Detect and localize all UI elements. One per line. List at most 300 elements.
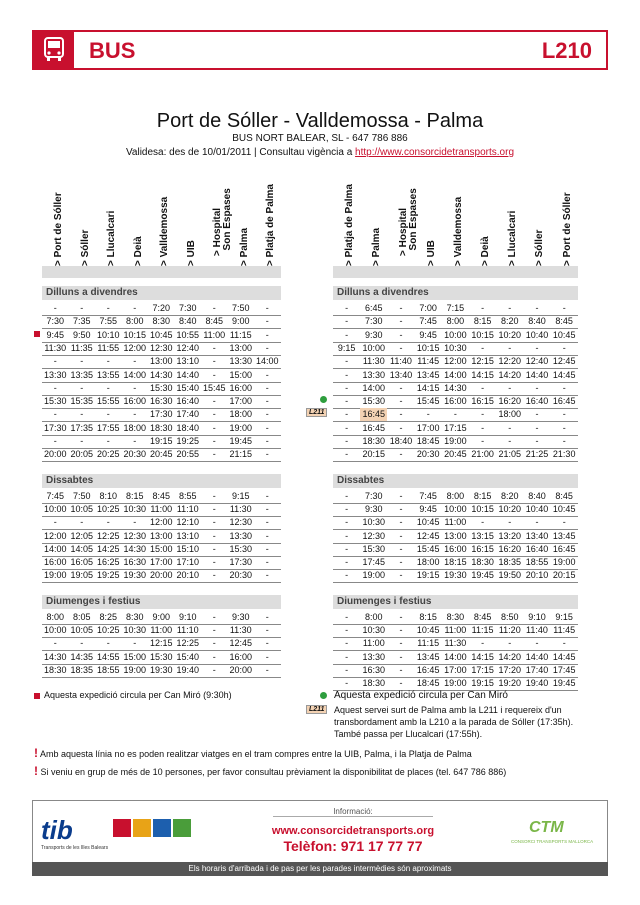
- time-cell: -: [106, 517, 110, 528]
- time-cell: 8:40: [178, 316, 197, 327]
- time-cell: -: [265, 303, 269, 313]
- time-cell: -: [345, 625, 349, 635]
- time-cell: -: [212, 557, 216, 568]
- time-cell: 16:00: [444, 543, 467, 554]
- warning-icon: !: [34, 746, 38, 760]
- time-cell: 21:00: [471, 449, 494, 460]
- time-cell: 18:45: [416, 678, 440, 689]
- time-cell: -: [399, 664, 403, 675]
- time-cell: 16:30: [123, 557, 147, 568]
- time-cell: -: [426, 409, 430, 420]
- time-cell: 18:00: [123, 422, 147, 433]
- time-cell: -: [212, 530, 216, 541]
- time-cell: -: [562, 517, 566, 528]
- footer-url[interactable]: www.consorcidetransports.org: [271, 825, 435, 837]
- stop-name: [130, 182, 150, 278]
- stop-label: > Port de Sóller: [561, 192, 573, 266]
- time-cell: 11:30: [229, 503, 252, 514]
- time-cell: -: [399, 342, 403, 353]
- timetable-row: [42, 395, 281, 409]
- time-cell: -: [345, 396, 349, 407]
- time-cell: 12:40: [525, 356, 549, 367]
- time-cell: -: [399, 543, 403, 554]
- timetable-row: [42, 611, 281, 625]
- time-cell: 16:30: [362, 664, 386, 675]
- stop-label: > Llucalcari: [507, 210, 519, 266]
- section-header: Dilluns a divendres: [333, 286, 578, 300]
- stop-name: [341, 182, 361, 278]
- time-cell: -: [345, 316, 349, 327]
- time-cell: -: [53, 517, 57, 528]
- time-cell: 10:40: [525, 329, 549, 340]
- timetable-row: [333, 556, 578, 570]
- time-cell: 15:35: [70, 396, 94, 407]
- warning-1: [34, 746, 472, 760]
- time-cell: 17:20: [498, 664, 522, 675]
- time-cell: 18:30: [362, 436, 386, 446]
- time-cell: -: [562, 638, 566, 649]
- stop-name: [50, 182, 70, 278]
- time-cell: 14:40: [525, 651, 549, 662]
- time-cell: -: [53, 638, 57, 649]
- time-cell: 19:15: [149, 436, 173, 446]
- stop-label: > Palma: [238, 227, 250, 266]
- time-cell: 12:45: [229, 638, 253, 649]
- time-cell: 13:20: [498, 530, 522, 541]
- time-cell: -: [562, 303, 566, 313]
- time-cell: 15:30: [43, 396, 67, 407]
- time-cell: 16:45: [362, 422, 386, 433]
- time-cell: 7:35: [72, 316, 91, 327]
- stop-label: > Port de Sóller: [53, 192, 64, 266]
- time-cell: 17:40: [176, 409, 200, 420]
- time-cell: 15:45: [202, 382, 226, 393]
- time-cell: 10:00: [43, 503, 67, 514]
- time-cell: 9:00: [152, 611, 171, 622]
- time-cell: 13:40: [525, 530, 549, 541]
- timetable-row: [333, 382, 578, 396]
- time-cell: 13:15: [471, 530, 494, 541]
- time-cell: 16:00: [444, 396, 467, 407]
- section-header: Diumenges i festius: [333, 595, 578, 609]
- timetable-row: [42, 664, 281, 678]
- time-cell: 8:00: [125, 316, 144, 327]
- stop-name: [368, 182, 388, 278]
- time-cell: 9:10: [528, 611, 546, 622]
- time-cell: 18:55: [96, 664, 120, 675]
- time-cell: -: [345, 382, 349, 393]
- time-cell: 10:45: [416, 625, 440, 635]
- warning-2-text: Si veniu en grup de més de 10 persones, per favor consultau prèviament la disponibilitat de places (tel. 647 786 886): [40, 767, 507, 777]
- time-cell: 9:30: [365, 329, 383, 340]
- time-cell: 8:05: [72, 611, 91, 622]
- time-cell: 17:00: [444, 664, 467, 675]
- time-cell: -: [535, 638, 539, 649]
- time-cell: -: [399, 382, 403, 393]
- time-cell: -: [265, 543, 269, 554]
- time-cell: -: [535, 409, 539, 420]
- time-cell: -: [80, 409, 84, 420]
- time-cell: 17:30: [229, 557, 253, 568]
- time-cell: 20:00: [149, 570, 173, 581]
- time-cell: 13:10: [176, 356, 200, 367]
- time-cell: 19:45: [471, 570, 494, 581]
- timetable-row: [42, 556, 281, 570]
- stop-label: > Palma: [371, 227, 383, 266]
- time-cell: 20:45: [149, 449, 173, 460]
- time-cell: -: [106, 409, 110, 420]
- metro-icon: [153, 819, 171, 837]
- time-cell: -: [80, 303, 84, 313]
- time-cell: -: [535, 303, 539, 313]
- time-cell: -: [481, 436, 485, 446]
- time-cell: -: [265, 625, 269, 635]
- time-cell: 15:30: [149, 651, 173, 662]
- time-cell: 16:25: [96, 557, 120, 568]
- stop-label: > UIB: [185, 240, 197, 266]
- time-cell: 7:30: [365, 316, 383, 327]
- time-cell: -: [265, 449, 269, 460]
- time-cell: 17:55: [96, 422, 120, 433]
- warning-icon: !: [34, 764, 38, 778]
- stop-name: [559, 182, 579, 278]
- time-cell: 16:20: [498, 543, 522, 554]
- time-cell: 14:15: [471, 369, 494, 380]
- time-cell: 14:30: [149, 369, 173, 380]
- time-cell: 9:30: [231, 611, 250, 622]
- time-cell: -: [212, 611, 216, 622]
- time-cell: 15:00: [229, 369, 253, 380]
- time-cell: 13:45: [416, 369, 440, 380]
- time-cell: 8:30: [446, 611, 465, 622]
- time-cell: -: [399, 449, 403, 460]
- timetable-row: [42, 503, 281, 517]
- section-header: Dissabtes: [42, 474, 281, 488]
- time-cell: -: [212, 625, 216, 635]
- time-cell: 12:15: [471, 356, 494, 367]
- time-cell: 13:55: [96, 369, 120, 380]
- time-cell: 19:45: [229, 436, 253, 446]
- time-cell: -: [399, 329, 403, 340]
- time-cell: -: [481, 342, 485, 353]
- time-cell: 13:00: [444, 530, 467, 541]
- time-cell: 12:10: [176, 517, 200, 528]
- route-title: Port de Sóller - Valldemossa - Palma: [156, 110, 484, 132]
- time-cell: 18:00: [229, 409, 253, 420]
- time-cell: 16:40: [525, 396, 549, 407]
- time-cell: 12:45: [416, 530, 440, 541]
- time-cell: 10:15: [471, 503, 494, 514]
- time-cell: 16:40: [176, 396, 200, 407]
- time-cell: 8:45: [555, 316, 573, 327]
- time-cell: -: [212, 570, 216, 581]
- time-cell: 18:45: [416, 436, 440, 446]
- time-cell: 15:30: [229, 543, 253, 554]
- info-label: Informació:: [273, 807, 433, 817]
- time-cell: 19:00: [444, 678, 467, 689]
- timetable-row: [42, 530, 281, 544]
- timetable-row: [42, 516, 281, 530]
- time-cell: 11:30: [444, 638, 467, 649]
- stop-name: [423, 182, 443, 278]
- stop-name: [450, 182, 470, 278]
- time-cell: -: [80, 436, 84, 446]
- time-cell: 7:50: [231, 303, 250, 313]
- time-cell: 11:20: [498, 625, 521, 635]
- time-cell: 9:15: [231, 490, 250, 501]
- time-cell: -: [53, 303, 57, 313]
- time-cell: 16:45: [360, 408, 387, 421]
- time-cell: 17:30: [43, 422, 67, 433]
- time-cell: 14:45: [552, 651, 576, 662]
- timetable-row: [333, 543, 578, 557]
- time-cell: -: [399, 570, 403, 581]
- timetable-row: [333, 435, 578, 449]
- time-cell: -: [212, 436, 216, 446]
- time-cell: 11:00: [150, 625, 173, 635]
- time-cell: -: [212, 651, 216, 662]
- time-cell: 10:30: [123, 503, 147, 514]
- time-cell: 8:00: [446, 490, 465, 501]
- time-cell: 8:45: [205, 316, 224, 327]
- time-cell: 16:45: [552, 543, 576, 554]
- time-cell: 14:45: [552, 369, 576, 380]
- time-cell: 16:20: [498, 396, 522, 407]
- time-cell: 19:50: [498, 570, 522, 581]
- time-cell: -: [212, 664, 216, 675]
- train-icon: [133, 819, 151, 837]
- time-cell: -: [345, 678, 349, 689]
- time-cell: 11:35: [70, 342, 93, 353]
- time-cell: 14:00: [255, 356, 279, 367]
- time-cell: -: [265, 409, 269, 420]
- time-cell: 15:00: [123, 651, 147, 662]
- time-cell: -: [212, 449, 216, 460]
- note-l211: Aquest servei surt de Palma amb la L211 i requereix d'un transbordament amb la L210 a la parada de Sóller (17:35h). També passa per Llucalcari (17:55h).: [334, 705, 574, 739]
- time-cell: 16:15: [471, 543, 494, 554]
- time-cell: 13:35: [70, 369, 94, 380]
- time-cell: 16:00: [229, 651, 253, 662]
- time-cell: -: [562, 409, 566, 420]
- timetable-row: [333, 342, 578, 356]
- time-cell: 10:30: [444, 342, 467, 353]
- time-cell: -: [345, 490, 349, 501]
- time-cell: 19:00: [229, 422, 253, 433]
- time-cell: -: [535, 436, 539, 446]
- time-cell: 11:15: [417, 638, 440, 649]
- timetable-row: [333, 302, 578, 316]
- time-cell: 18:40: [389, 436, 413, 446]
- stop-name: [504, 182, 524, 278]
- time-cell: 19:20: [498, 678, 522, 689]
- time-cell: 13:00: [149, 530, 173, 541]
- time-cell: 13:30: [43, 369, 67, 380]
- time-cell: 17:00: [229, 396, 253, 407]
- time-cell: -: [212, 396, 216, 407]
- time-cell: -: [345, 611, 349, 622]
- time-cell: 16:45: [552, 396, 576, 407]
- time-cell: 11:10: [176, 503, 199, 514]
- stop-label: > UIB: [425, 240, 437, 266]
- stop-name: [395, 182, 420, 278]
- time-cell: -: [345, 303, 349, 313]
- time-cell: 7:20: [152, 303, 171, 313]
- time-cell: 11:30: [362, 356, 385, 367]
- time-cell: 11:15: [229, 329, 252, 340]
- time-cell: 18:30: [43, 664, 67, 675]
- time-cell: -: [345, 409, 349, 420]
- l211-legend-badge: L211: [306, 705, 327, 714]
- timetable-row: [42, 435, 281, 449]
- time-cell: 14:55: [96, 651, 120, 662]
- time-cell: 9:45: [419, 503, 437, 514]
- timetable-row: [333, 369, 578, 383]
- time-cell: 16:05: [70, 557, 94, 568]
- time-cell: 8:00: [46, 611, 65, 622]
- time-cell: -: [562, 342, 566, 353]
- time-cell: -: [212, 422, 216, 433]
- time-cell: 10:25: [96, 625, 120, 635]
- time-cell: 16:15: [471, 396, 494, 407]
- timetable-row: [42, 315, 281, 329]
- time-cell: -: [212, 490, 216, 501]
- timetable-row: [42, 490, 281, 504]
- stop-label: > Platja de Palma: [344, 184, 355, 266]
- time-cell: -: [508, 638, 512, 649]
- time-cell: -: [106, 382, 110, 393]
- validity-link[interactable]: http://www.consorcidetransports.org: [355, 147, 515, 158]
- line-number: L210: [541, 38, 592, 63]
- time-cell: 20:45: [444, 449, 467, 460]
- timetable-row: [42, 408, 281, 422]
- stop-name: [103, 182, 123, 278]
- time-cell: 19:00: [123, 664, 147, 675]
- time-cell: 10:25: [96, 503, 120, 514]
- time-cell: 10:45: [552, 503, 576, 514]
- footer-note: Els horaris d'arribada i de pas per les parades intermèdies són aproximats: [32, 862, 608, 876]
- time-cell: -: [481, 638, 485, 649]
- time-cell: 12:15: [149, 638, 173, 649]
- section-header: Dissabtes: [333, 474, 578, 488]
- time-cell: 13:00: [149, 356, 173, 367]
- note-green: Aquesta expedició circula per Can Miró: [334, 690, 508, 701]
- time-cell: -: [399, 638, 403, 649]
- time-cell: -: [481, 409, 485, 420]
- time-cell: -: [481, 422, 485, 433]
- time-cell: 13:30: [229, 530, 253, 541]
- time-cell: 14:00: [123, 369, 147, 380]
- time-cell: 17:10: [176, 557, 200, 568]
- time-cell: -: [481, 303, 485, 313]
- red-square-legend-icon: [34, 693, 40, 699]
- time-cell: 11:45: [553, 625, 576, 635]
- time-cell: -: [399, 316, 403, 327]
- time-cell: 9:15: [555, 611, 573, 622]
- bike-icon: [173, 819, 191, 837]
- time-cell: -: [345, 503, 349, 514]
- time-cell: -: [265, 422, 269, 433]
- time-cell: -: [53, 356, 57, 367]
- time-cell: -: [399, 396, 403, 407]
- time-cell: -: [212, 503, 216, 514]
- time-cell: 18:35: [498, 557, 522, 568]
- time-cell: 17:00: [149, 557, 173, 568]
- time-cell: 20:30: [123, 449, 147, 460]
- time-cell: 20:25: [96, 449, 120, 460]
- time-cell: 19:25: [96, 570, 120, 581]
- time-cell: 21:25: [525, 449, 549, 460]
- time-cell: 11:45: [417, 356, 440, 367]
- time-cell: 18:30: [362, 678, 386, 689]
- time-cell: 8:45: [555, 490, 573, 501]
- time-cell: -: [508, 342, 512, 353]
- time-cell: -: [453, 409, 457, 420]
- red-square-marker: [34, 331, 40, 337]
- time-cell: 8:25: [99, 611, 118, 622]
- time-cell: -: [399, 625, 403, 635]
- time-cell: 14:30: [123, 543, 147, 554]
- time-cell: -: [265, 329, 269, 340]
- time-cell: 15:45: [416, 396, 440, 407]
- timetable-row: [333, 329, 578, 343]
- time-cell: -: [265, 638, 269, 649]
- time-cell: 8:45: [473, 611, 492, 622]
- timetable-row: [333, 530, 578, 544]
- time-cell: -: [562, 422, 566, 433]
- stop-header: [333, 182, 578, 278]
- stop-label: > Valldemossa: [159, 196, 170, 266]
- timetable-row: [42, 422, 281, 436]
- time-cell: 11:40: [390, 356, 412, 367]
- time-cell: 7:45: [46, 490, 65, 501]
- time-cell: 14:00: [362, 382, 386, 393]
- time-cell: 13:00: [229, 342, 253, 353]
- time-cell: 7:30: [178, 303, 197, 313]
- time-cell: 16:45: [416, 664, 440, 675]
- time-cell: 8:30: [125, 611, 144, 622]
- time-cell: 12:30: [123, 530, 147, 541]
- stop-header: [42, 182, 281, 278]
- time-cell: -: [133, 382, 137, 393]
- time-cell: 8:40: [528, 490, 546, 501]
- time-cell: -: [508, 436, 512, 446]
- time-cell: 15:30: [149, 382, 173, 393]
- timetable-row: [333, 395, 578, 409]
- timetable-row: [333, 448, 578, 462]
- stop-name: [477, 182, 497, 278]
- time-cell: -: [562, 436, 566, 446]
- time-cell: -: [399, 651, 403, 662]
- time-cell: 13:10: [176, 530, 200, 541]
- operator-info: BUS NORT BALEAR, SL - 647 786 886: [232, 133, 408, 144]
- time-cell: 12:40: [176, 342, 200, 353]
- time-cell: 11:30: [44, 342, 67, 353]
- time-cell: -: [80, 638, 84, 649]
- time-cell: 9:45: [46, 329, 65, 340]
- time-cell: -: [481, 517, 485, 528]
- time-cell: -: [508, 303, 512, 313]
- time-cell: 8:15: [473, 316, 492, 327]
- time-cell: -: [265, 396, 269, 407]
- time-cell: 10:05: [70, 503, 94, 514]
- time-cell: -: [345, 356, 349, 367]
- time-cell: 17:40: [525, 664, 549, 675]
- time-cell: 11:15: [471, 625, 494, 635]
- time-cell: 14:30: [43, 651, 67, 662]
- time-cell: 8:45: [152, 490, 171, 501]
- time-cell: -: [80, 517, 84, 528]
- time-cell: -: [265, 664, 269, 675]
